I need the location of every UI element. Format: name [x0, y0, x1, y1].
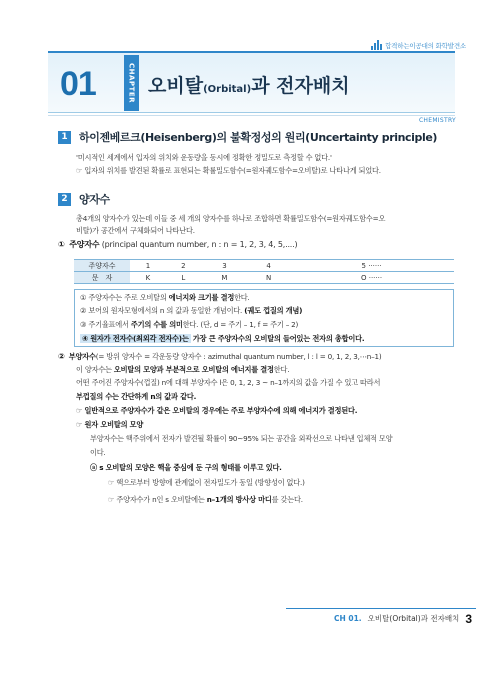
paragraph: 총4개의 양자수가 있는데 이들 중 세 개의 양자수를 하나로 조합하면 확률밀도함수(=원자궤도함수=오 [76, 214, 386, 223]
section-1-heading [58, 129, 437, 145]
paragraph: 부양자수는 핵주위에서 전자가 발견될 확률이 90~95% 되는 공간을 외곽선으로 나타낸 입체적 모양 [90, 434, 393, 443]
table-cell: 2 [166, 260, 201, 272]
chapter-banner [48, 51, 455, 113]
quantum-number-table [74, 259, 454, 284]
divider [48, 115, 455, 116]
paragraph: 어떤 주어진 주양자수(껍질) n에 대해 부양자수 l은 0, 1, 2, 3 ~ n–1까지의 값을 가질 수 있고 따라서 [76, 378, 381, 387]
note-2: ② 보어의 원자모형에서의 n 의 값과 동일한 개념이다. (궤도 껍질의 개념) [80, 306, 303, 315]
paragraph: ☞ 입자의 위치를 발견된 확률로 표현되는 확률밀도함수(=원자궤도함수=오비탈)로 나타나게 되었다. [76, 166, 381, 175]
chapter-number: 01 [60, 65, 96, 103]
footer-chapter: CH 01. [333, 614, 362, 623]
section-title: 양자수 [79, 193, 110, 206]
table-cell: L [166, 272, 201, 284]
note-4: ④ 원자가 전자수(최외각 전자수)는 가장 큰 주양자수의 오비탈의 들어있는 전자의 총합이다. [82, 334, 365, 343]
paragraph: ⓐ s 오비탈의 모양은 핵을 중심에 둔 구의 형태를 이루고 있다. [90, 463, 282, 472]
paragraph: ☞ 핵으로부터 방향에 관계없이 전자밀도가 동일 (방향성이 없다.) [108, 478, 305, 487]
table-row [74, 272, 454, 284]
table-cell: 4 [248, 260, 289, 272]
paragraph: '미시적인 세계에서 입자의 위치와 운동량을 동시에 정확한 정밀도로 측정할 수 없다.' [76, 153, 332, 162]
brand-text: 합격하는이공대의 화학발견소 [385, 41, 466, 50]
table-row [74, 260, 454, 272]
table-cell: M [201, 272, 248, 284]
table-cell: 1 [130, 260, 166, 272]
subject-label: CHEMISTRY [418, 117, 456, 124]
page-footer [286, 608, 476, 628]
section-number: 2 [58, 193, 71, 206]
section-title: 하이젠베르크(Heisenberg)의 불확정성의 원리(Uncertainty principle) [79, 131, 438, 144]
item-principal-quantum-number: ① 주양자수 (principal quantum number, n : n = 1, 2, 3, 4, 5,....) [58, 240, 298, 249]
item-azimuthal-quantum-number: ② 부양자수(= 방위 양자수 = 각운동량 양자수 : azimuthal quantum number, l : l = 0, 1, 2, 3,⋯n–1) [58, 352, 382, 361]
note-1: ① 주양자수는 주로 오비탈의 에너지와 크기를 결정한다. [80, 293, 250, 302]
table-cell: 5 ······ [289, 260, 454, 272]
paragraph: ☞ 일반적으로 주양자수가 같은 오비탈의 경우에는 주로 부양자수에 의해 에너지가 결정된다. [76, 406, 358, 415]
brand-logo [371, 40, 466, 50]
paragraph: ☞ 주양자수가 n인 s 오비탈에는 n–1개의 방사상 마디를 갖는다. [108, 495, 303, 504]
table-cell: O ······ [289, 272, 454, 284]
paragraph: 부껍질의 수는 간단하게 n의 값과 같다. [76, 392, 197, 401]
section-number: 1 [58, 131, 71, 144]
table-cell: N [248, 272, 289, 284]
table-cell: K [130, 272, 166, 284]
note-3: ③ 주기율표에서 주기의 수를 의미한다. (단, d = 주기 – 1, f = 주기 – 2) [80, 320, 299, 329]
table-cell: 3 [201, 260, 248, 272]
section-2-heading [58, 191, 110, 207]
table-cell: 문 자 [74, 272, 130, 284]
page-number: 3 [465, 611, 472, 626]
paragraph: 이 양자수는 오비탈의 모양과 부분적으로 오비탈의 에너지를 결정한다. [76, 365, 290, 374]
bar-chart-icon [371, 40, 382, 50]
paragraph: ☞ 원자 오비탈의 모양 [76, 420, 144, 429]
chapter-title: 오비탈(Orbital)과 전자배치 [148, 75, 350, 97]
paragraph: 이다. [90, 448, 106, 457]
table-cell: 주양자수 [74, 260, 130, 272]
chapter-tag: CHAPTER [124, 55, 139, 111]
footer-title: 오비탈(Orbital)과 전자배치 [367, 614, 460, 623]
paragraph: 비탈)가 공간에서 구체화되어 나타난다. [76, 226, 195, 235]
